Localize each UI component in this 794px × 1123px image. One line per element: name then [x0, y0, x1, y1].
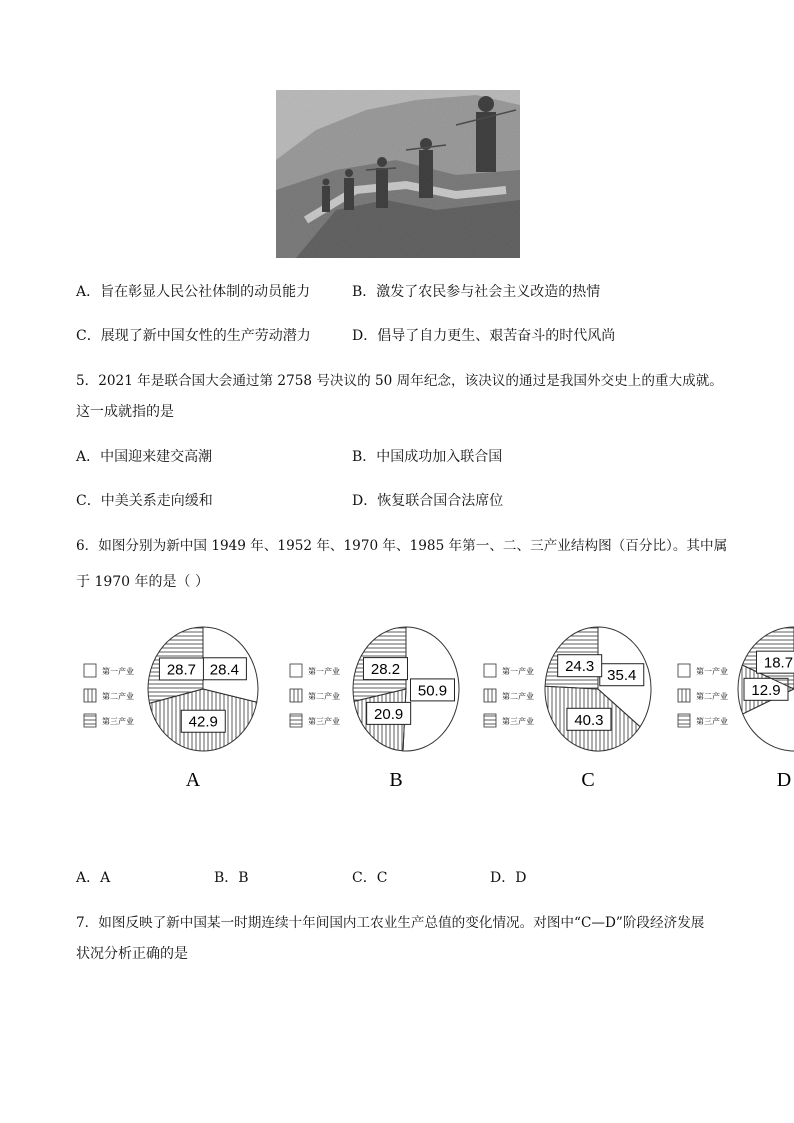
chart-letter: A — [185, 769, 201, 791]
pie-chart-a — [78, 626, 268, 806]
legend-label: 第二产业 — [696, 692, 728, 701]
q4-option-d: D．倡导了自力更生、艰苦奋斗的时代风尚 — [352, 328, 616, 344]
q5-option-a: A．中国迎来建交高潮 — [76, 449, 213, 465]
q6-option-b: B．B — [214, 870, 249, 886]
legend-swatch-1 — [678, 664, 690, 677]
data-label: 12.9 — [751, 681, 781, 699]
q5-option-c: C．中美关系走向缓和 — [76, 493, 213, 509]
data-label: 24.3 — [565, 658, 595, 676]
historical-photo — [276, 90, 520, 258]
chart-letter: B — [389, 769, 403, 791]
pie-svg-a — [78, 626, 268, 806]
data-label: 18.7 — [763, 654, 794, 672]
q4-option-b: B．激发了农民参与社会主义改造的热情 — [352, 284, 601, 300]
legend-swatch-1 — [484, 664, 496, 677]
pie-svg-d — [672, 626, 794, 806]
chart-letter: D — [776, 769, 792, 791]
legend-label: 第二产业 — [308, 692, 340, 701]
legend-label: 第一产业 — [696, 667, 728, 676]
legend-label: 第一产业 — [502, 667, 534, 676]
q6-option-d: D．D — [490, 870, 527, 886]
q7-stem-line1: 7．如图反映了新中国某一时期连续十年间国内工农业生产总值的变化情况。对图中“C—D”阶段经济发展 — [76, 915, 705, 931]
q6-option-c: C．C — [352, 870, 388, 886]
q4-option-c: C．展现了新中国女性的生产劳动潜力 — [76, 328, 311, 344]
q7-stem-line2: 状况分析正确的是 — [76, 946, 188, 962]
legend-swatch-3 — [290, 714, 302, 727]
legend-swatch-2 — [678, 689, 690, 702]
data-label: 20.9 — [374, 705, 404, 723]
legend-swatch-1 — [290, 664, 302, 677]
pie-svg-c — [478, 626, 668, 806]
legend-label: 第三产业 — [308, 717, 340, 726]
legend-swatch-3 — [678, 714, 690, 727]
chart-letter: C — [581, 769, 595, 791]
pie-chart-c — [478, 626, 668, 806]
q6-stem-line1: 6．如图分别为新中国 1949 年、1952 年、1970 年、1985 年第一、二、三产业结构图（百分比）。其中属 — [76, 538, 728, 554]
data-label: 28.4 — [209, 661, 240, 679]
legend-swatch-3 — [84, 714, 96, 727]
legend-swatch-2 — [484, 689, 496, 702]
q4-option-a: A．旨在彰显人民公社体制的动员能力 — [76, 284, 311, 300]
data-label: 40.3 — [574, 711, 604, 729]
data-label: 42.9 — [188, 713, 218, 731]
legend-label: 第一产业 — [102, 667, 134, 676]
data-label: 28.7 — [166, 661, 197, 679]
legend-label: 第三产业 — [502, 717, 534, 726]
legend-label: 第三产业 — [102, 717, 134, 726]
legend-swatch-2 — [290, 689, 302, 702]
legend-swatch-3 — [484, 714, 496, 727]
q5-stem-line2: 这一成就指的是 — [76, 404, 174, 420]
q6-option-a: A．A — [76, 870, 111, 886]
legend-label: 第一产业 — [308, 667, 340, 676]
data-label: 35.4 — [607, 667, 637, 685]
legend-swatch-2 — [84, 689, 96, 702]
q5-stem-line1: 5．2021 年是联合国大会通过第 2758 号决议的 50 周年纪念，该决议的通过是我国外交史上的重大成就。 — [76, 373, 723, 389]
q5-option-b: B．中国成功加入联合国 — [352, 449, 503, 465]
q5-option-d: D．恢复联合国合法席位 — [352, 493, 504, 509]
pie-svg-b — [284, 626, 474, 806]
legend-label: 第三产业 — [696, 717, 728, 726]
data-label: 50.9 — [417, 682, 448, 700]
pie-chart-d — [672, 626, 794, 806]
legend-label: 第二产业 — [102, 692, 134, 701]
q6-stem-line2: 于 1970 年的是（ ） — [76, 574, 209, 590]
legend-swatch-1 — [84, 664, 96, 677]
data-label: 28.2 — [370, 661, 401, 679]
pie-chart-b — [284, 626, 474, 806]
legend-label: 第二产业 — [502, 692, 534, 701]
